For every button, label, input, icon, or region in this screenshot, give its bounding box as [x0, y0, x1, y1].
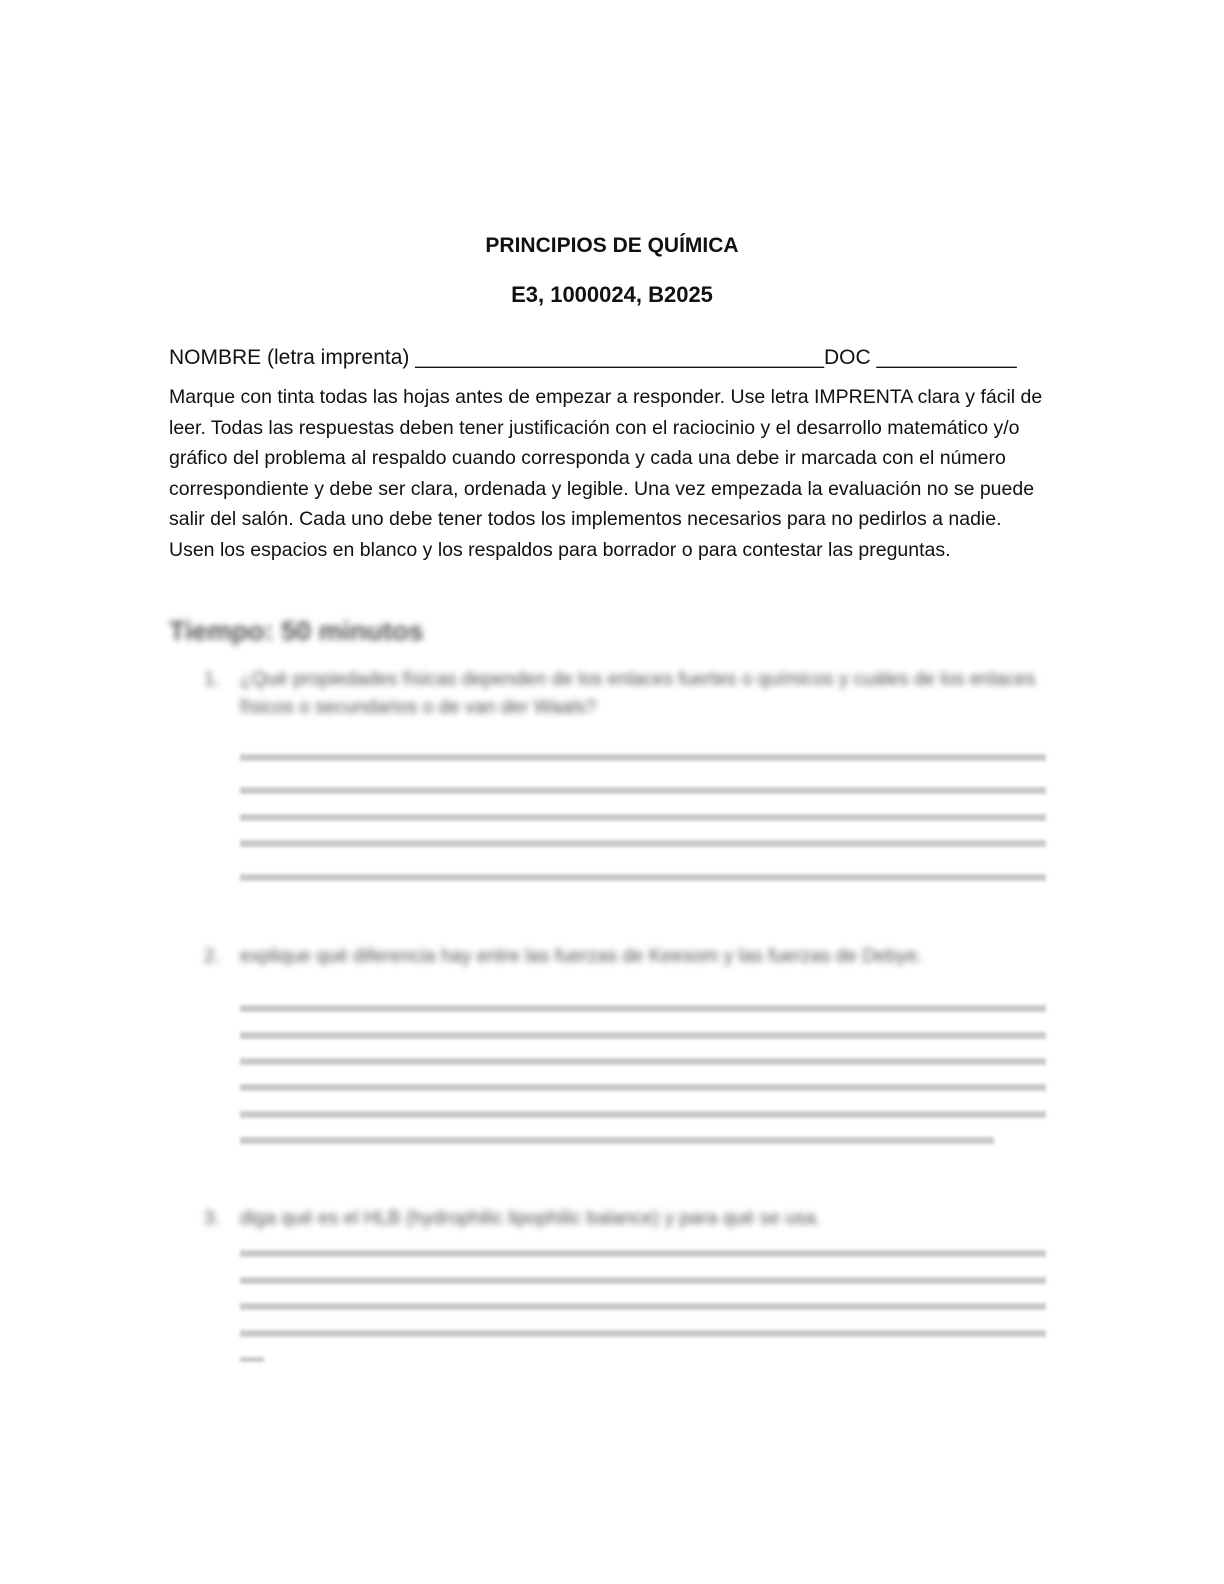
- question-3: [204, 1205, 1044, 1233]
- answer-line[interactable]: [240, 787, 1046, 794]
- student-info-line: [169, 346, 1049, 370]
- time-limit-heading: Tiempo: 50 minutos: [169, 616, 424, 646]
- question-number: 1.: [204, 669, 220, 690]
- answer-line[interactable]: [240, 1303, 1046, 1310]
- answer-line[interactable]: [240, 1277, 1046, 1284]
- question-1: [204, 666, 1044, 722]
- name-label: NOMBRE (letra imprenta): [169, 346, 410, 369]
- answer-line[interactable]: [240, 1111, 1046, 1118]
- page-title: PRINCIPIOS DE QUÍMICA: [485, 234, 739, 257]
- name-blank[interactable]: ___________________________________: [415, 346, 825, 369]
- answer-line[interactable]: [240, 1032, 1046, 1039]
- answer-line[interactable]: [240, 874, 1046, 881]
- answer-line[interactable]: [240, 754, 1046, 761]
- answer-line[interactable]: [240, 1137, 994, 1144]
- answer-line[interactable]: [240, 1058, 1046, 1065]
- answer-line[interactable]: [240, 1357, 264, 1362]
- answer-line[interactable]: [240, 1330, 1046, 1337]
- question-text: diga qué es el HLB (hydrophilic lipophilic balance) y para qué se usa.: [240, 1208, 821, 1229]
- exam-code: E3, 1000024, B2025: [511, 282, 713, 307]
- question-number: 2.: [204, 946, 220, 967]
- answer-line[interactable]: [240, 1005, 1046, 1012]
- instructions-paragraph: Marque con tinta todas las hojas antes de empezar a responder. Use letra IMPRENTA clara y fácil de leer. Todas las respuestas deben tener justificación con el raciocinio y el desarrollo matemático y/o gráfico del problema al respaldo cuando corresponda y cada una debe ir marcada con el número correspondiente y debe ser clara, ordenada y legible. Una vez empezada la evaluación no se puede salir del salón. Cada uno debe tener todos los implementos necesarios para no pedirlos a nadie. Usen los espacios en blanco y los respaldos para borrador o para contestar las preguntas.: [169, 386, 1043, 561]
- question-number: 3.: [204, 1208, 220, 1229]
- answer-line[interactable]: [240, 814, 1046, 821]
- question-text: ¿Qué propiedades físicas dependen de los enlaces fuertes o químicos y cuáles de los enlaces físicos o secundarios o de van der Waals?: [240, 669, 1036, 718]
- answer-line[interactable]: [240, 840, 1046, 847]
- question-text: explique qué diferencia hay entre las fuerzas de Keesom y las fuerzas de Debye.: [240, 946, 923, 967]
- doc-blank[interactable]: ____________: [876, 346, 1017, 369]
- question-2: [204, 943, 1044, 971]
- answer-line[interactable]: [240, 1250, 1046, 1257]
- doc-label: DOC: [824, 346, 871, 369]
- answer-line[interactable]: [240, 1084, 1046, 1091]
